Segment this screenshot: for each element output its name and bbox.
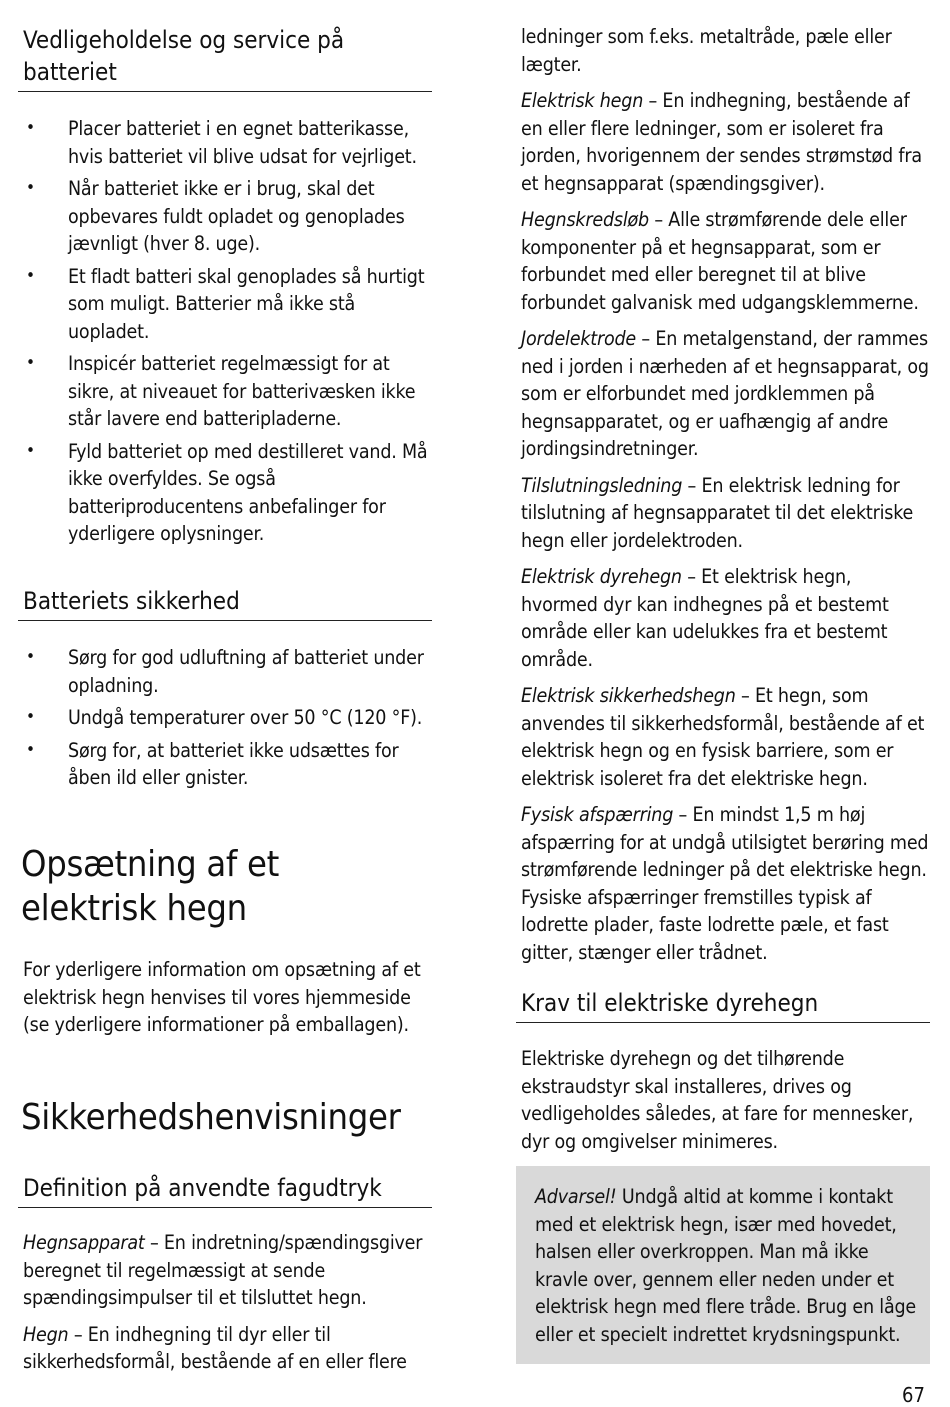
definition-term: Fysisk afspærring	[521, 803, 674, 826]
definition-text: – Et elektrisk hegn, hvormed dyr kan indhegnes på et bestemt område eller kan udelukkes fra et bestemt område.	[521, 565, 889, 671]
list-item: • Sørg for god udluftning af batteriet under opladning.	[18, 644, 432, 699]
definition-text: – En indhegning til dyr eller til sikkerhedsformål, bestående af en eller flere	[23, 1322, 407, 1373]
definition-tilslutningsledning	[516, 472, 930, 555]
definition-text: – Et hegn, som anvendes til sikkerhedsformål, bestående af et elektrisk hegn og en fysisk barriere, som er elektrisk isoleret fra det elektriske hegn.	[521, 684, 925, 790]
list-item: • Undgå temperaturer over 50 °C (120 °F).	[18, 704, 432, 732]
list-item: • Sørg for, at batteriet ikke udsættes for åben ild eller gnister.	[18, 737, 432, 792]
list-item: • Placer batteriet i en egnet batterikasse, hvis batteriet vil blive udsat for vejrliget.	[18, 115, 432, 170]
definition-elektrisk-hegn	[516, 87, 930, 197]
definition-text: – En indretning/spændingsgiver beregnet til regelmæssigt at sende spændingsimpulser til et tilsluttet hegn.	[23, 1231, 423, 1309]
definition-term: Elektrisk sikkerhedshegn	[521, 684, 736, 707]
heading-fence-setup: Opsætning af et elektrisk hegn	[21, 844, 279, 929]
definitions-list-right	[516, 23, 930, 975]
definition-text: – En elektrisk ledning for tilslutning af hegnsapparatet til det elektriske hegn eller jordelektroden.	[521, 473, 914, 552]
page-number: 67	[902, 1383, 925, 1407]
fence-setup-text: For yderligere information om opsætning af et elektrisk hegn henvises til vores hjemmeside (se yderligere informationer på emballagen).	[23, 958, 421, 1036]
definition-text: – Alle strømførende dele eller komponenter på et hegnsapparat, som er forbundet med eller beregnet til at blive forbundet galvanisk med udgangsklemmerne.	[521, 208, 919, 314]
definition-term: Elektrisk dyrehegn	[521, 565, 682, 588]
definition-text: – En metalgenstand, der rammes ned i jorden i nærheden af et hegnsapparat, og som er elforbundet med jordklemmen på hegnsapparatet, og er uafhængig af andre jordingsindretninger.	[521, 327, 929, 460]
battery-safety-list	[18, 644, 432, 797]
heading-battery-maintenance: Vedligeholdelse og service på batteriet	[18, 24, 432, 92]
list-item: • Et fladt batteri skal genoplades så hurtigt som muligt. Batterier må ikke stå uopladet.	[18, 263, 432, 346]
warning-body: Undgå altid at komme i kontakt med et elektrisk hegn, især med hovedet, halsen eller overkroppen. Man må ikke kravle over, gennem eller neden under et elektrisk hegn med flere tråde. Brug en låge eller et specielt indrettet krydsningspunkt.	[535, 1185, 917, 1346]
warning-label: Advarsel!	[535, 1185, 617, 1208]
definitions-list-left	[18, 1229, 432, 1385]
definition-term: Hegnskredsløb	[521, 208, 649, 231]
list-item: • Inspicér batteriet regelmæssigt for at sikre, at niveauet for batterivæsken ikke står lavere end batteripladerne.	[18, 350, 432, 433]
requirements-text: Elektriske dyrehegn og det tilhørende ekstraudstyr skal installeres, drives og vedligeholdes således, at fare for mennesker, dyr og omgivelser minimeres.	[521, 1047, 914, 1153]
definition-term: Hegn	[23, 1322, 69, 1346]
definition-elektrisk-dyrehegn	[516, 563, 930, 673]
heading-requirements: Krav til elektriske dyrehegn	[516, 987, 930, 1023]
list-item: • Når batteriet ikke er i brug, skal det opbevares fuldt opladet og genoplades jævnligt (hver 8. uge).	[18, 175, 432, 258]
definition-hegn	[18, 1321, 432, 1376]
warning-box	[516, 1166, 930, 1364]
heading-battery-safety: Batteriets sikkerhed	[18, 585, 432, 621]
definition-text: – En mindst 1,5 m høj afspærring for at undgå utilsigtet berøring med strømførende ledninger på det elektriske hegn. Fysiske afspærringer fremstilles typisk af lodrette plader, faste lodrette pæle, et fast gitter, stænger eller trådnet.	[521, 803, 929, 964]
definition-elektrisk-sikkerhedshegn	[516, 682, 930, 792]
definition-term: Tilslutningsledning	[521, 473, 683, 497]
definition-hegnskredslob	[516, 206, 930, 316]
heading-safety-notes: Sikkerhedshenvisninger	[21, 1097, 401, 1138]
definition-continuation: ledninger som f.eks. metaltråde, pæle eller lægter.	[521, 25, 892, 76]
list-item: • Fyld batteriet op med destilleret vand. Må ikke overfyldes. Se også batteriproducentens anbefalinger for yderligere oplysninger.	[18, 438, 432, 548]
definition-text: – En indhegning, bestående af en eller flere ledninger, som er isoleret fra jorden, hvorigennem der sendes strømstød fra et hegnsapparat (spændingsgiver).	[521, 89, 922, 195]
definition-fysisk-afspaerring	[516, 801, 930, 966]
definition-term: Jordelektrode	[521, 327, 637, 350]
definition-hegnsapparat	[18, 1229, 432, 1312]
warning-text	[530, 1183, 925, 1348]
definition-term: Elektrisk hegn	[521, 89, 644, 112]
definition-term: Hegnsapparat	[23, 1231, 145, 1254]
heading-definitions: Definition på anvendte fagudtryk	[18, 1172, 432, 1208]
definition-jordelektrode	[516, 325, 930, 463]
battery-maintenance-list	[18, 115, 432, 553]
